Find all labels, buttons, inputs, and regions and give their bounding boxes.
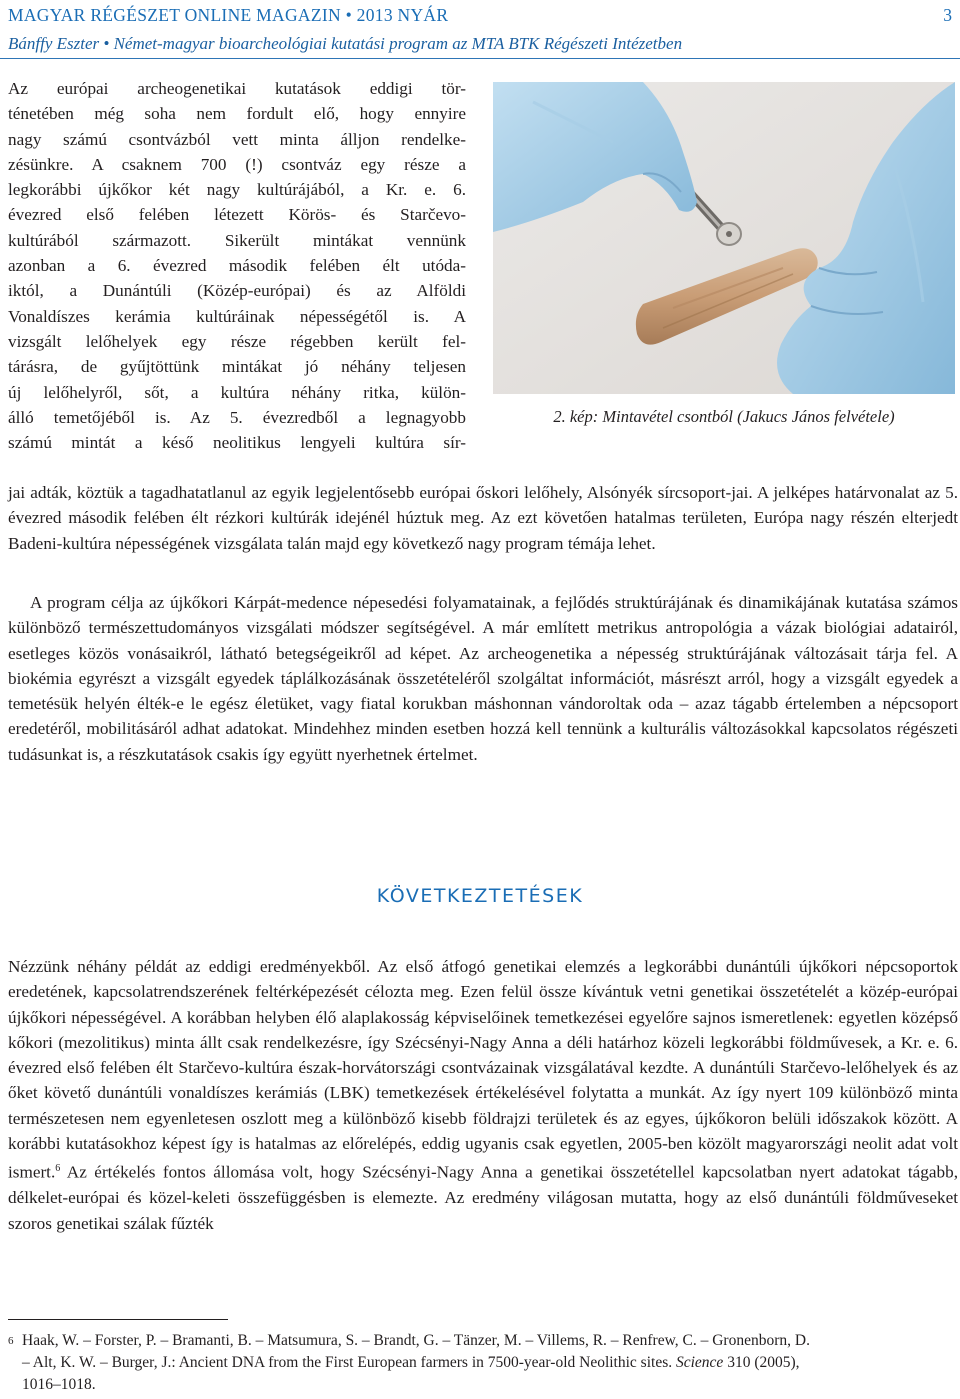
footnote [8, 1330, 958, 1396]
paragraph-text: jai adták, köztük a tagadhatatlanul az egyik legjelentősebb európai őskori lelőhely, Alsónyék sírcsoport-jai. A jelképes határvonalat az 5. évezred második felében élt rézkori kultúrák idejénél húztuk meg. Az ezt követően hatalmas területen, Európa nagy részén elterjedt Badeni-kultúra népességének vizsgálata talán majd egy következő nagy program témája lehet. [8, 483, 958, 553]
footnote-line-1: Haak, W. – Forster, P. – Bramanti, B. – Matsumura, S. – Brandt, G. – Tänzer, M. – Villems, R. – Renfrew, C. – Gronenborn, D. [22, 1332, 810, 1349]
footnote-rule [8, 1319, 228, 1320]
footnote-line-3: 1016–1018. [22, 1376, 96, 1393]
intro-line: álló temetőjéből is. Az 5. évezredből a legnagyobb [8, 407, 466, 427]
conclusion-paragraph [8, 954, 958, 1236]
conclusion-text [8, 954, 958, 1236]
bone-sampling-photo [493, 82, 955, 394]
magazine-title: MAGYAR RÉGÉSZET ONLINE MAGAZIN • 2013 NYÁR [8, 5, 449, 25]
intro-line: ténetében még soha nem fordult elő, hogy ennyire [8, 104, 466, 124]
paragraph-1-continuation [8, 480, 958, 556]
footnote-journal: Science [675, 1354, 724, 1371]
page-number: 3 [943, 5, 952, 25]
intro-line: azonban a 6. évezred második felében élt utóda- [8, 256, 466, 276]
intro-line: Vonaldíszes kerámia kultúráinak népességétől is. A [8, 306, 466, 326]
intro-line: kultúrából származott. Sikerült mintákat vennünk [8, 230, 466, 250]
section-title: KÖVETKEZTETÉSEK [376, 885, 584, 907]
footnote-authors-title: – Alt, K. W. – Burger, J.: Ancient DNA from the First European farmers in 7500-year-old Neolithic sites. [22, 1354, 676, 1371]
conclusion-text-part-1: Nézzünk néhány példát az eddigi eredményekből. Az első átfogó genetikai elemzés a legkorábbi dunántúli újkőkori népcsoportok eredetének, kapcsolatrendszerének feltérképezését célozta meg. Ezen felül össze kívántuk vetni genetikai összetételét a közép-európai újkőkori népességével. A korábban helyben élő alaplakosság képviselőinek temetkezései egyelőre sajnos ismeretlenek: egyetlen középső kőkori (mezolitikus) minta állt csak rendelkezésre, így Szécsényi-Nagy Anna a déli határhoz közeli legkorábbi földművesek, a Kr. e. 6. évezred első felében élt Starčevo-kultúra észak-horvátországi csontvázainak vizsgálatával kezdte. A dunántúli Starčevo-lelőhelyek és az őket követő dunántúli vonaldíszes kerámiás (LBK) temetkezések értékelésével folytatta a munkát. Az így nyert 109 különböző minta természetesen nem egyenletesen oszlott meg a különböző kisebb földrajzi területek és az egyes, újkőkoron belüli időszakok között. A korábbi kutatásokhoz képest így is hatalmas az előrelépés, eddig ugyanis csak egyetlen, 2005-ben közölt magyarországi neolit adat volt ismert. [8, 957, 958, 1183]
intro-line: Az európai archeogenetikai kutatások eddigi tör- [8, 79, 466, 98]
intro-line: tárásra, de gyűjtöttünk mintákat jó néhány teljesen [8, 357, 466, 377]
paragraph-2 [8, 590, 958, 767]
header-rule [0, 58, 960, 59]
footnote-number: 6 [8, 1335, 14, 1347]
paragraph-text: A program célja az újkőkori Kárpát-medence népesedési folyamatainak, a fejlődés struktúrájának és dinamikájának kutatása számos különböző természettudományos vizsgálati módszer segítségével. A már említett metrikus antropológia a vázak biológiai adatairól, esetleges közös vonásaikról, látható betegségeikről ad képet. Az archeogenetika a népesség struktúrájának változásait tárja fel. A biokémia egyrészt a vizsgált egyedek táplálkozásának összetételéről szolgáltat információt, másrészt arról, hogy a vizsgált egyedek a temetésük helyén élték-e le egész életüket, vagy fiatal korukban máshonnan vándoroltak oda – azaz tágabb értelemben a népcsoport eredetéről, mobilitásáról adhat adatokat. Mindehhez minden esetben hozzá kell tennünk a kulturális változásokkal kapcsolatos régészeti tudásunkat is, a részkutatások csakis így együtt nyerhetnek értelmet. [8, 593, 958, 764]
footnote-volume: 310 (2005), [723, 1354, 800, 1371]
page-header [0, 0, 960, 60]
intro-paragraph [8, 76, 466, 455]
intro-line: számú mintát a késő neolitikus lengyeli kultúra sír- [8, 433, 466, 453]
intro-line: legkorábbi újkőkor két nagy kultúrájából, a Kr. e. 6. [8, 180, 466, 200]
footnote-reference[interactable]: 6 [55, 1163, 61, 1175]
intro-line: évezred első felében létezett Körös- és Starčevo- [8, 205, 466, 225]
figure-caption: 2. kép: Mintavétel csontból (Jakucs János felvétele) [553, 407, 895, 426]
intro-line: iktól, a Dunántúli (Közép-európai) és az Alföldi [8, 281, 466, 301]
footnote-line-2 [22, 1352, 958, 1374]
footnote-text [22, 1330, 958, 1396]
conclusion-text-part-2: Az értékelés fontos állomása volt, hogy Szécsényi-Nagy Anna a genetikai összetétellel kapcsolatban nyert adatokat tágabb, délkelet-európai és közel-keleti összefüggésben is elemezte. Az eredmény világosan mutatta, hogy az első dunántúli földműveseket szoros genetikai szálak fűzték [8, 1163, 958, 1233]
intro-line: nagy számú csontvázból vett minta álljon rendelke- [8, 129, 466, 149]
intro-line: új lelőhelyről, sőt, a kultúra néhány ritka, külön- [8, 382, 466, 402]
author-subtitle: Bánffy Eszter • Német-magyar bioarcheológiai kutatási program az MTA BTK Régészeti Intézetben [8, 34, 683, 53]
intro-line: vizsgált lelőhelyek egy része régebben került fel- [8, 331, 466, 351]
intro-line: zésünkre. A csaknem 700 (!) csontváz egy része a [8, 154, 466, 174]
